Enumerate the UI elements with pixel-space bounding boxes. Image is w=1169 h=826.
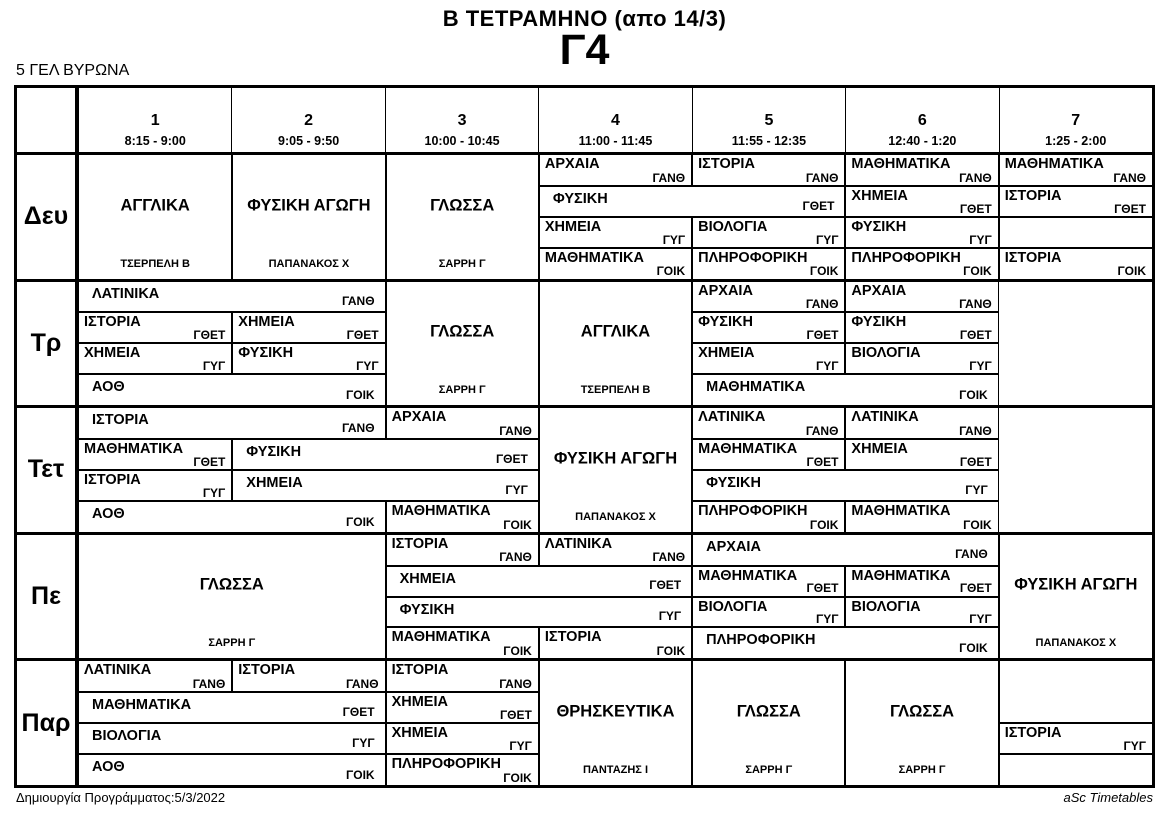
subject-label: ΑΡΧΑΙΑ	[544, 156, 600, 172]
school-name: 5 ΓΕΛ ΒΥΡΩΝΑ	[16, 62, 130, 79]
period-header-2	[232, 88, 385, 152]
subject-label: ΦΥΣΙΚΗ	[698, 314, 753, 331]
group-code: ΓΘΕΤ	[806, 454, 839, 469]
subject-label: ΑΡΧΑΙΑ	[851, 282, 907, 299]
lesson-cell	[845, 408, 998, 439]
lesson-cell	[692, 217, 845, 248]
header-row	[17, 88, 1152, 155]
subject-label: ΙΣΤΟΡΙΑ	[1004, 725, 1062, 742]
lesson-cell	[232, 155, 385, 279]
lesson-cell	[539, 661, 692, 785]
group-code: ΓΑΝΘ	[499, 677, 532, 692]
group-code: ΓΟΙΚ	[809, 517, 839, 532]
lesson-cell	[79, 723, 386, 754]
subject-label: ΜΑΘΗΜΑΤΙΚΑ	[1004, 156, 1104, 172]
group-code: ΓΥΓ	[658, 609, 682, 624]
lesson-cell	[845, 597, 998, 628]
lesson-cell	[386, 155, 539, 279]
lesson-cell	[79, 408, 386, 439]
period-time: 10:00 - 10:45	[424, 133, 500, 148]
group-code: ΓΘΕΤ	[806, 581, 839, 596]
day-row-tue	[17, 282, 1152, 409]
subject-label: ΙΣΤΟΡΙΑ	[391, 662, 449, 679]
group-code: ΓΘΕΤ	[342, 704, 375, 719]
day-cells	[79, 282, 1152, 406]
group-code: ΓΘΕΤ	[495, 451, 528, 466]
lesson-cell	[692, 343, 845, 374]
subject-label: ΛΑΤΙΝΙΚΑ	[84, 662, 152, 679]
lesson-cell	[386, 408, 539, 439]
subject-label: ΜΑΘΗΜΑΤΙΚΑ	[851, 567, 951, 584]
group-code: ΓΑΝΘ	[499, 550, 532, 565]
lesson-cell	[539, 535, 692, 566]
lesson-cell	[386, 723, 539, 754]
group-code: ΓΘΕΤ	[806, 328, 839, 343]
subject-label: ΦΥΣΙΚΗ ΑΓΩΓΗ	[1014, 575, 1138, 594]
subject-label: ΑΡΧΑΙΑ	[391, 409, 447, 426]
subject-label: ΦΥΣΙΚΗ	[238, 345, 294, 362]
day-row-thu	[17, 535, 1152, 662]
lesson-cell	[999, 248, 1152, 279]
lesson-cell	[232, 470, 539, 501]
period-number: 7	[1071, 111, 1081, 129]
subject-label: ΙΣΤΟΡΙΑ	[92, 412, 149, 429]
lesson-cell	[79, 692, 386, 723]
lesson-cell	[845, 501, 998, 532]
group-code: ΓΘΕΤ	[346, 328, 379, 343]
subject-label: ΓΛΩΣΣΑ	[890, 702, 955, 721]
lesson-cell	[999, 186, 1152, 217]
period-number: 6	[917, 111, 927, 129]
lesson-cell	[692, 312, 845, 343]
lesson-cell	[845, 217, 998, 248]
lesson-cell	[79, 470, 232, 501]
subject-label: ΠΛΗΡΟΦΟΡΙΚΗ	[698, 249, 808, 266]
subject-label: ΜΑΘΗΜΑΤΙΚΑ	[544, 249, 644, 266]
subject-label: ΜΑΘΗΜΑΤΙΚΑ	[851, 502, 951, 519]
period-header-7	[1000, 88, 1152, 152]
lesson-cell	[692, 155, 845, 186]
lesson-cell	[232, 312, 385, 343]
lesson-cell	[999, 535, 1152, 659]
footer-brand: aSc Timetables	[1063, 790, 1153, 805]
subject-label: ΦΥΣΙΚΗ	[851, 314, 907, 331]
subject-label: ΦΥΣΙΚΗ	[246, 444, 302, 461]
lesson-cell	[692, 374, 999, 405]
teacher-label: ΠΑΠΑΝΑΚΟΣ Χ	[1035, 637, 1117, 650]
teacher-label: ΤΣΕΡΠΕΛΗ Β	[120, 257, 190, 270]
lesson-cell	[79, 439, 232, 470]
teacher-label: ΣΑΡΡΗ Γ	[745, 763, 793, 776]
group-code: ΓΟΙΚ	[1117, 264, 1146, 279]
group-code: ΓΥΓ	[202, 359, 226, 374]
lesson-cell	[692, 282, 845, 313]
subject-label: ΧΗΜΕΙΑ	[84, 345, 141, 362]
lesson-cell	[386, 501, 539, 532]
group-code: ΓΥΓ	[509, 738, 532, 753]
day-row-wed	[17, 408, 1152, 535]
group-code: ΓΥΓ	[815, 359, 839, 374]
teacher-label: ΠΑΠΑΝΑΚΟΣ Χ	[268, 257, 350, 270]
day-cells	[79, 661, 1152, 785]
empty-cell	[999, 661, 1152, 723]
group-code: ΓΥΓ	[965, 482, 988, 497]
subject-label: ΓΛΩΣΣΑ	[199, 575, 264, 594]
subject-label: ΑΡΧΑΙΑ	[698, 282, 753, 299]
period-number: 2	[304, 111, 314, 129]
subject-label: ΑΟΘ	[92, 759, 125, 776]
day-label: Τετ	[17, 408, 79, 532]
lesson-cell	[79, 312, 232, 343]
subject-label: ΠΛΗΡΟΦΟΡΙΚΗ	[698, 502, 808, 519]
lesson-cell	[79, 661, 232, 692]
subject-label: ΙΣΤΟΡΙΑ	[1004, 187, 1062, 204]
empty-cell	[999, 754, 1152, 785]
group-code: ΓΟΙΚ	[656, 644, 686, 659]
day-cells	[79, 155, 1152, 279]
timetable	[14, 85, 1155, 788]
group-code: ΓΘΕΤ	[649, 578, 682, 593]
group-code: ΓΥΓ	[1123, 738, 1146, 753]
subject-label: ΦΥΣΙΚΗ	[851, 218, 907, 235]
group-code: ΓΘΕΤ	[193, 454, 226, 469]
group-code: ΓΑΝΘ	[652, 170, 686, 185]
lesson-cell	[845, 312, 998, 343]
group-code: ΓΘΕΤ	[193, 328, 226, 343]
group-code: ΓΑΝΘ	[805, 297, 839, 312]
lesson-cell	[386, 692, 539, 723]
group-code: ΓΘΕΤ	[959, 581, 992, 596]
lesson-cell	[386, 627, 539, 658]
corner-cell	[17, 88, 79, 152]
period-number: 4	[611, 111, 620, 129]
period-time: 1:25 - 2:00	[1045, 133, 1107, 148]
lesson-cell	[79, 343, 232, 374]
group-code: ΓΑΝΘ	[499, 423, 532, 438]
teacher-label: ΣΑΡΡΗ Γ	[438, 384, 486, 397]
lesson-cell	[386, 754, 539, 785]
subject-label: ΧΗΜΕΙΑ	[544, 218, 602, 235]
teacher-label: ΣΑΡΡΗ Γ	[208, 637, 256, 650]
subject-label: ΑΟΘ	[92, 379, 125, 396]
footer-created-date: Δημιουργία Προγράμματος:5/3/2022	[16, 790, 226, 805]
empty-cell	[999, 217, 1152, 248]
period-number: 1	[150, 111, 160, 129]
group-code: ΓΟΙΚ	[503, 644, 532, 659]
lesson-cell	[692, 439, 845, 470]
subject-label: ΙΣΤΟΡΙΑ	[391, 535, 449, 552]
group-code: ΓΘΕΤ	[1114, 201, 1146, 216]
group-code: ΓΟΙΚ	[809, 264, 839, 279]
lesson-cell	[79, 754, 386, 785]
group-code: ΓΑΝΘ	[341, 420, 375, 435]
subject-label: ΜΑΘΗΜΑΤΙΚΑ	[84, 441, 184, 458]
subject-label: ΓΛΩΣΣΑ	[430, 322, 495, 341]
term-title: Β ΤΕΤΡΑΜΗΝΟ (απο 14/3)	[442, 6, 727, 31]
group-code: ΓΑΝΘ	[1113, 170, 1146, 185]
subject-label: ΠΛΗΡΟΦΟΡΙΚΗ	[391, 756, 501, 773]
group-code: ΓΑΝΘ	[652, 550, 686, 565]
subject-label: ΑΓΓΛΙΚΑ	[580, 322, 651, 341]
lesson-cell	[539, 155, 692, 186]
group-code: ΓΑΝΘ	[959, 423, 992, 438]
period-header-5	[693, 88, 846, 152]
group-code: ΓΘΕΤ	[499, 707, 532, 722]
group-code: ΓΘΕΤ	[959, 328, 992, 343]
lesson-cell	[999, 723, 1152, 754]
lesson-cell	[539, 248, 692, 279]
lesson-cell	[845, 155, 998, 186]
group-code: ΓΥΓ	[356, 359, 379, 374]
group-code: ΓΑΝΘ	[955, 547, 988, 562]
lesson-cell	[539, 408, 692, 532]
day-label: Δευ	[17, 155, 79, 279]
subject-label: ΒΙΟΛΟΓΙΑ	[851, 598, 921, 615]
group-code: ΓΟΙΚ	[656, 264, 686, 279]
group-code: ΓΥΓ	[969, 359, 992, 374]
group-code: ΓΟΙΚ	[959, 641, 988, 656]
day-label: Τρ	[17, 282, 79, 406]
group-code: ΓΥΓ	[969, 612, 992, 627]
group-code: ΓΟΙΚ	[503, 517, 532, 532]
lesson-cell	[845, 566, 998, 597]
subject-label: ΑΟΘ	[92, 505, 125, 522]
group-code: ΓΥΓ	[815, 612, 839, 627]
lesson-cell	[232, 343, 385, 374]
lesson-cell	[232, 661, 385, 692]
group-code: ΓΥΓ	[352, 735, 375, 750]
lesson-cell	[539, 217, 692, 248]
group-code: ΓΟΙΚ	[346, 767, 375, 782]
period-header-6	[846, 88, 999, 152]
group-code: ΓΘΕΤ	[959, 201, 992, 216]
lesson-cell	[692, 470, 999, 501]
subject-label: ΦΥΣΙΚΗ ΑΓΩΓΗ	[553, 449, 678, 468]
subject-label: ΙΣΤΟΡΙΑ	[238, 662, 296, 679]
group-code: ΓΥΓ	[815, 232, 839, 247]
lesson-cell	[692, 627, 999, 658]
lesson-cell	[692, 597, 845, 628]
group-code: ΓΟΙΚ	[503, 770, 532, 785]
lesson-cell	[692, 661, 845, 785]
subject-label: ΜΑΘΗΜΑΤΙΚΑ	[92, 697, 192, 714]
period-number: 5	[764, 111, 774, 129]
group-code: ΓΥΓ	[505, 482, 528, 497]
group-code: ΓΑΝΘ	[959, 297, 992, 312]
lesson-cell	[386, 535, 539, 566]
period-header-4	[539, 88, 692, 152]
teacher-label: ΠΑΝΤΑΖΗΣ Ι	[582, 763, 649, 776]
group-code: ΓΑΝΘ	[805, 170, 839, 185]
subject-label: ΧΗΜΕΙΑ	[851, 187, 908, 204]
subject-label: ΛΑΤΙΝΙΚΑ	[92, 285, 160, 302]
group-code: ΓΟΙΚ	[959, 387, 988, 402]
group-code: ΓΑΝΘ	[805, 423, 839, 438]
lesson-cell	[845, 282, 998, 313]
subject-label: ΘΡΗΣΚΕΥΤΙΚΑ	[556, 702, 675, 721]
period-time: 11:00 - 11:45	[578, 133, 653, 148]
subject-label: ΙΣΤΟΡΙΑ	[544, 629, 602, 646]
group-code: ΓΑΝΘ	[192, 677, 226, 692]
teacher-label: ΣΑΡΡΗ Γ	[438, 257, 486, 270]
subject-label: ΛΑΤΙΝΙΚΑ	[698, 409, 766, 426]
subject-label: ΠΛΗΡΟΦΟΡΙΚΗ	[851, 249, 961, 266]
day-label: Πε	[17, 535, 79, 659]
group-code: ΓΑΝΘ	[959, 170, 992, 185]
lesson-cell	[539, 186, 846, 217]
group-code: ΓΥΓ	[202, 485, 226, 500]
subject-label: ΜΑΘΗΜΑΤΙΚΑ	[698, 567, 798, 584]
lesson-cell	[539, 282, 692, 406]
lesson-cell	[845, 186, 998, 217]
class-name-title: Γ4	[559, 26, 610, 74]
subject-label: ΧΗΜΕΙΑ	[851, 441, 908, 458]
subject-label: ΙΣΤΟΡΙΑ	[1004, 249, 1062, 266]
period-time: 11:55 - 12:35	[731, 133, 807, 148]
lesson-cell	[79, 155, 232, 279]
lesson-cell	[845, 343, 998, 374]
lesson-cell	[845, 248, 998, 279]
lesson-cell	[692, 566, 845, 597]
subject-label: ΧΗΜΕΙΑ	[391, 694, 448, 711]
period-time: 12:40 - 1:20	[888, 133, 957, 148]
lesson-cell	[79, 374, 386, 405]
group-code: ΓΑΝΘ	[341, 294, 375, 309]
lesson-cell	[232, 439, 539, 470]
day-row-mon	[17, 155, 1152, 282]
subject-label: ΛΑΤΙΝΙΚΑ	[544, 535, 613, 552]
lesson-cell	[845, 661, 998, 785]
day-cells	[79, 408, 1152, 532]
subject-label: ΧΗΜΕΙΑ	[399, 570, 456, 587]
subject-label: ΜΑΘΗΜΑΤΙΚΑ	[698, 441, 798, 458]
group-code: ΓΑΝΘ	[345, 677, 379, 692]
lesson-cell	[79, 501, 386, 532]
subject-label: ΜΑΘΗΜΑΤΙΚΑ	[851, 156, 951, 172]
period-time: 8:15 - 9:00	[124, 133, 186, 148]
day-cells	[79, 535, 1152, 659]
lesson-cell	[79, 535, 386, 659]
subject-label: ΧΗΜΕΙΑ	[698, 345, 755, 362]
subject-label: ΒΙΟΛΟΓΙΑ	[698, 218, 768, 235]
subject-label: ΦΥΣΙΚΗ	[706, 474, 761, 491]
teacher-label: ΤΣΕΡΠΕΛΗ Β	[580, 384, 651, 397]
subject-label: ΠΛΗΡΟΦΟΡΙΚΗ	[706, 632, 816, 649]
day-row-fri	[17, 661, 1152, 785]
subject-label: ΦΥΣΙΚΗ	[552, 190, 608, 207]
subject-label: ΜΑΘΗΜΑΤΙΚΑ	[391, 502, 491, 519]
subject-label: ΑΡΧΑΙΑ	[706, 538, 761, 555]
subject-label: ΛΑΤΙΝΙΚΑ	[851, 409, 919, 426]
lesson-cell	[692, 248, 845, 279]
lesson-cell	[692, 535, 999, 566]
period-header-3	[386, 88, 539, 152]
lesson-cell	[845, 439, 998, 470]
lesson-cell	[999, 155, 1152, 186]
day-label: Παρ	[17, 661, 79, 785]
group-code: ΓΘΕΤ	[959, 454, 992, 469]
lesson-cell	[692, 408, 845, 439]
lesson-cell	[386, 661, 539, 692]
subject-label: ΧΗΜΕΙΑ	[391, 725, 448, 742]
lesson-cell	[539, 627, 692, 658]
group-code: ΓΥΓ	[662, 232, 686, 247]
group-code: ΓΟΙΚ	[963, 517, 992, 532]
lesson-cell	[386, 566, 693, 597]
subject-label: ΧΗΜΕΙΑ	[246, 474, 303, 491]
subject-label: ΜΑΘΗΜΑΤΙΚΑ	[706, 379, 806, 396]
subject-label: ΙΣΤΟΡΙΑ	[698, 156, 755, 172]
subject-label: ΒΙΟΛΟΓΙΑ	[851, 345, 921, 362]
subject-label: ΙΣΤΟΡΙΑ	[84, 314, 141, 331]
teacher-label: ΠΑΠΑΝΑΚΟΣ Χ	[575, 510, 656, 523]
subject-label: ΦΥΣΙΚΗ ΑΓΩΓΗ	[247, 196, 371, 215]
lesson-cell	[692, 501, 845, 532]
subject-label: ΒΙΟΛΟΓΙΑ	[92, 728, 162, 745]
lesson-cell	[79, 282, 386, 313]
period-time: 9:05 - 9:50	[278, 133, 340, 148]
period-number: 3	[457, 111, 467, 129]
group-code: ΓΟΙΚ	[346, 387, 375, 402]
subject-label: ΜΑΘΗΜΑΤΙΚΑ	[391, 629, 491, 646]
subject-label: ΦΥΣΙΚΗ	[399, 601, 455, 618]
subject-label: ΓΛΩΣΣΑ	[736, 702, 801, 721]
subject-label: ΓΛΩΣΣΑ	[430, 196, 495, 215]
subject-label: ΧΗΜΕΙΑ	[238, 314, 295, 331]
subject-label: ΑΓΓΛΙΚΑ	[120, 196, 190, 215]
group-code: ΓΟΙΚ	[346, 514, 375, 529]
lesson-cell	[386, 282, 539, 406]
subject-label: ΙΣΤΟΡΙΑ	[84, 471, 141, 488]
period-header-1	[79, 88, 232, 152]
subject-label: ΒΙΟΛΟΓΙΑ	[698, 598, 768, 615]
group-code: ΓΟΙΚ	[963, 264, 992, 279]
teacher-label: ΣΑΡΡΗ Γ	[898, 763, 946, 776]
lesson-cell	[386, 597, 693, 628]
group-code: ΓΥΓ	[969, 232, 992, 247]
group-code: ΓΘΕΤ	[802, 198, 835, 213]
